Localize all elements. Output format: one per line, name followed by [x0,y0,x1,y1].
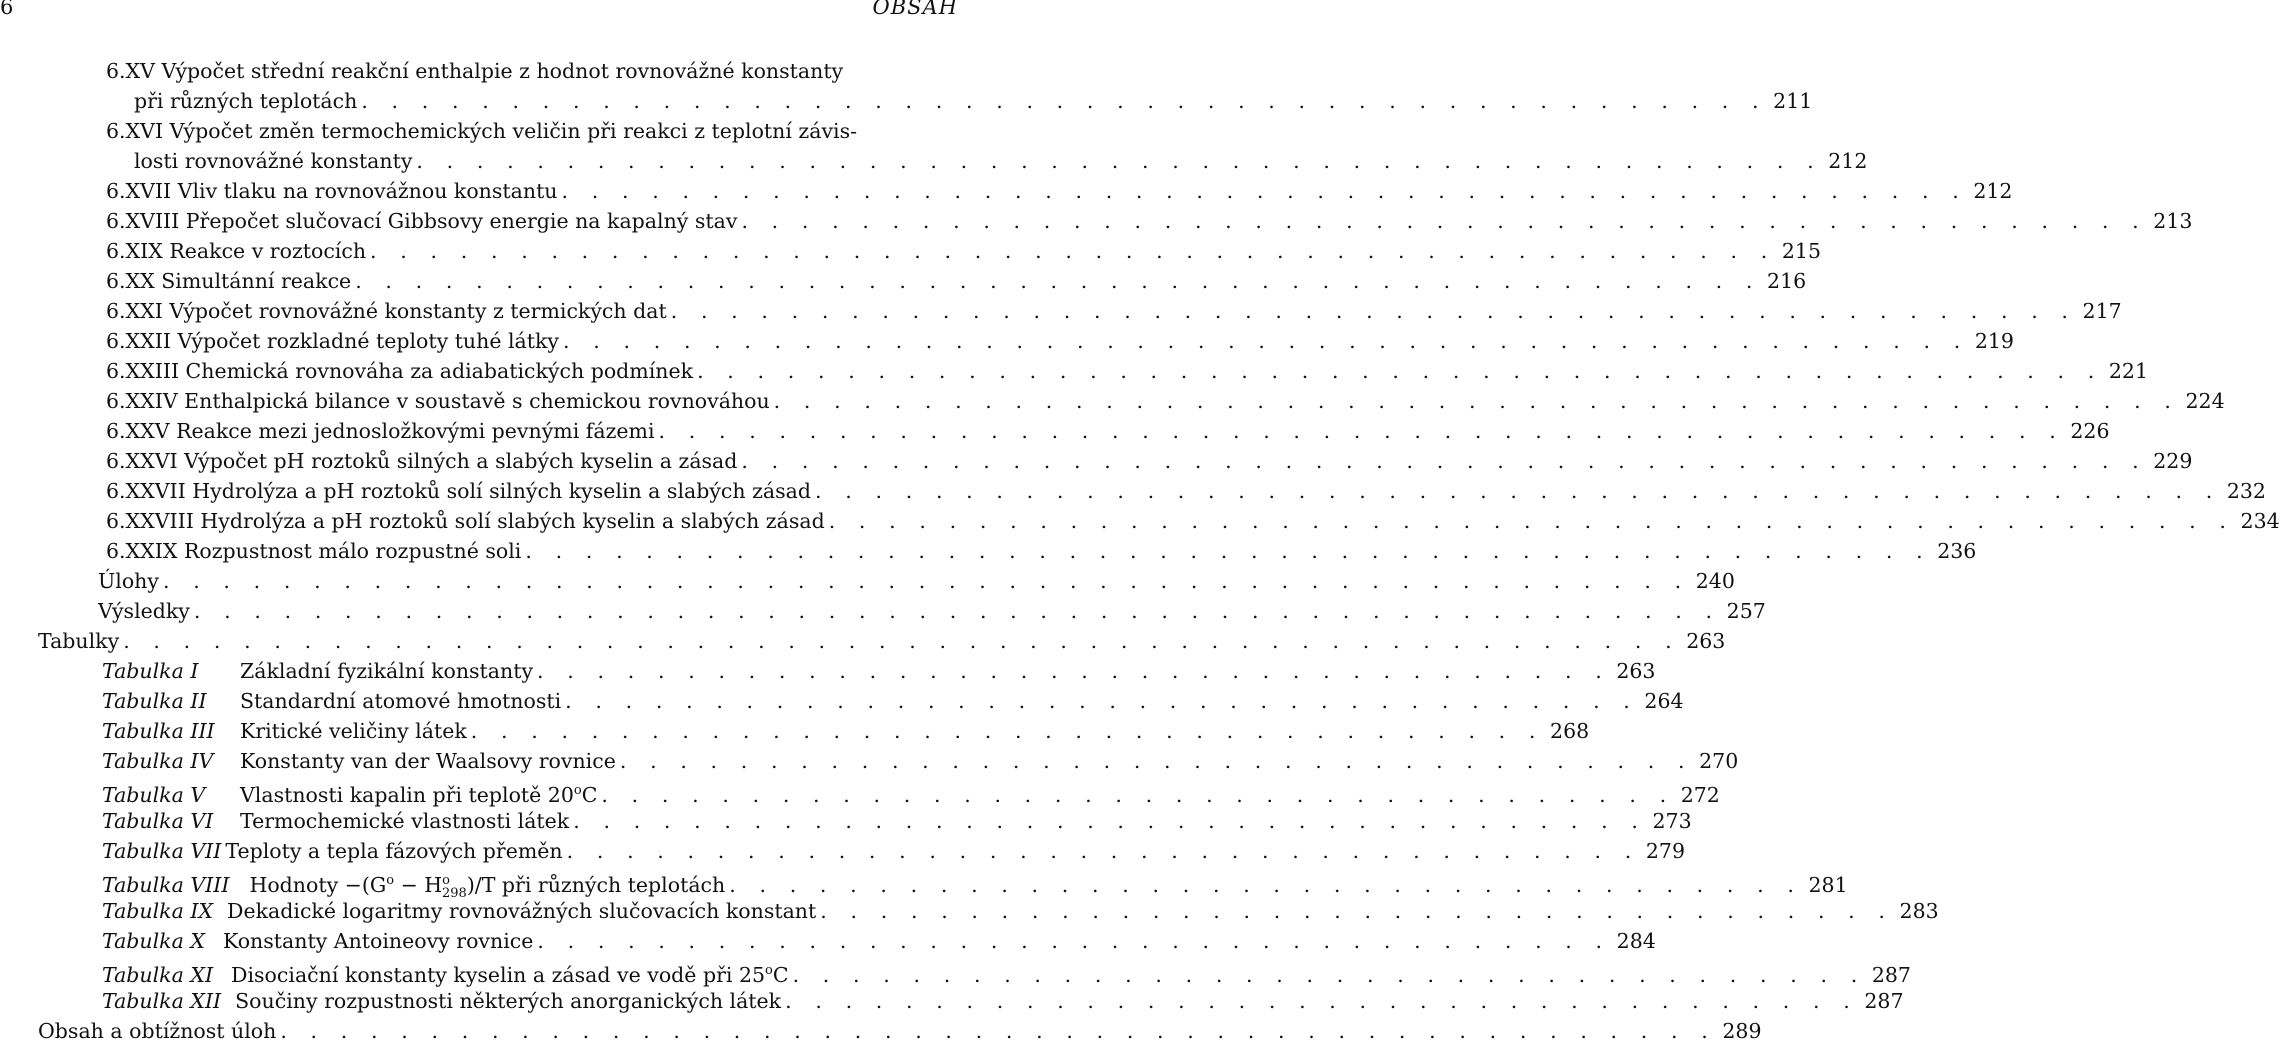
toc-entry-line[interactable]: 6.XV Výpočet střední reakční enthalpie z hodnot rovnovážné konstanty [106,59,844,83]
toc-page-number: 240 [1695,569,1735,593]
toc-page-number: 221 [2108,359,2149,383]
leader-dots: . . . . . . . . . . . . . . . . . . . . . . . . . . . . . . . . . . . . . . . . . . . . . . . [741,209,2148,233]
toc-entry-title: 6.XXIII Chemická rovnováha za adiabatických podmínek [106,359,694,383]
leader-dots: . . . . . . . . . . . . . . . . . . . . . . . . . . . . . . . . . . . . . . . . . . . . . . . [773,389,2180,413]
leader-dots: . . . . . . . . . . . . . . . . . . . . . . . . . . . . . . . . . . . . . . . . . . . . . . . . [280,1019,1717,1043]
table-title: Dekadické logaritmy rovnovážných slučovacích konstant [227,899,817,923]
toc-entry-title: 6.XXIX Rozpustnost málo rozpustné soli [106,539,522,563]
leader-dots: . . . . . . . . . . . . . . . . . . . . . . . . . . . . . . . . . . . . . . . . . . . . . . . . . . . . [123,629,1681,653]
toc-entry[interactable] [106,536,1977,566]
toc-page-number: 216 [1767,269,1807,293]
toc-page-number: 279 [1645,839,1686,863]
leader-dots: . . . . . . . . . . . . . . . . . . . . . . . . . . . . . . . . . . . . . . . . . . . . . . . [563,329,1969,353]
toc-entry[interactable] [106,296,2122,326]
table-title: Teploty a tepla fázových přeměn [225,839,563,863]
table-title: Konstanty van der Waalsovy rovnice [240,749,616,773]
toc-chapter-obsah[interactable] [38,1016,1762,1046]
toc-entry[interactable] [98,566,1735,596]
leader-dots: . . . . . . . . . . . . . . . . . . . . . . . . . . . . . . . . . . . . [537,929,1611,953]
leader-dots: . . . . . . . . . . . . . . . . . . . . . . . . . . . . . . . . . . . . . . . . . . . . . . . . . . . [162,569,1690,593]
toc-page-number: 232 [2226,479,2266,503]
table-title: Vlastnosti kapalin při teplotě 20 [240,782,574,807]
toc-page-number: 213 [2153,209,2193,233]
degree-superscript: o [573,783,582,798]
leader-dots: . . . . . . . . . . . . . . . . . . . . . . . . . . . . . . . . . . . . . . . . . . . . . . . [815,479,2221,503]
toc-table-entry[interactable] [102,956,1911,987]
toc-page-number: 211 [1773,89,1813,113]
table-title-unit: C [772,962,789,987]
toc-entry-title: při různých teplotách [134,89,358,113]
toc-entry-title: 6.XXVII Hydrolýza a pH roztoků solí silných kyselin a slabých zásad [106,479,812,503]
toc-entry[interactable] [106,416,2110,446]
leader-dots: . . . . . . . . . . . . . . . . . . . . . . . . . . . . . . . . . . . . . . . . . . . . . . . . . . . [193,599,1721,623]
toc-table-entry[interactable] [102,656,1656,686]
toc-page-number: 268 [1550,719,1590,743]
leader-dots: . . . . . . . . . . . . . . . . . . . . . . . . . . . . . . . . . . . . . . . . . . . . . . . [561,179,1968,203]
page-header [0,0,960,26]
toc-entry[interactable] [106,266,1807,296]
toc-entry[interactable] [106,446,2193,476]
toc-entry-title: 6.XXIV Enthalpická bilance v soustavě s chemickou rovnováhou [106,389,770,413]
toc-page-number: 226 [2070,419,2110,443]
toc-entry-title: 6.XIX Reakce v roztocích [106,239,367,263]
toc-entry[interactable] [106,326,2014,356]
table-name: Tabulka XII [102,989,222,1013]
leader-dots: . . . . . . . . . . . . . . . . . . . . . . . . . . . . . . . . . . . . [619,749,1694,773]
table-title: Disociační konstanty kyselin a zásad ve vodě při 25 [231,962,766,987]
toc-page-number: 289 [1722,1019,1762,1043]
toc-entry[interactable] [106,236,1822,266]
table-name: Tabulka VI [102,809,214,833]
table-name: Tabulka XI [102,962,214,987]
toc-table-entry[interactable] [102,896,1939,926]
table-name: Tabulka IV [102,749,214,773]
formula-superscript: o [442,873,450,888]
leader-dots: . . . . . . . . . . . . . . . . . . . . . . . . . . . . . . . . . . . . [729,872,1803,897]
toc-table-entry[interactable] [102,836,1686,866]
page-number: 6 [0,0,14,19]
toc-page-number: 224 [2185,389,2225,413]
toc-entry-title: 6.XXVI Výpočet pH roztoků silných a slabých kyselin a zásad [106,449,738,473]
toc-page-number: 236 [1937,539,1977,563]
table-title: Konstanty Antoineovy rovnice [222,929,534,953]
table-title: Termochemické vlastnosti látek [240,809,570,833]
toc-entry-title: 6.XX Simultánní reakce [106,269,352,293]
leader-dots: . . . . . . . . . . . . . . . . . . . . . . . . . . . . . . . . . . . . [792,962,1866,987]
toc-chapter-title: Tabulky [38,629,120,653]
toc-table-entry[interactable] [102,686,1684,716]
table-title: Základní fyzikální konstanty [240,659,534,683]
running-title: OBSAH [872,0,958,19]
formula-subscript: 298 [441,885,467,901]
table-of-contents [0,56,2280,1046]
toc-page-number: 284 [1616,929,1656,953]
leader-dots: . . . . . . . . . . . . . . . . . . . . . . . . . . . . . . . . . . . . . . . . . . . . . . . [697,359,2103,383]
leader-dots: . . . . . . . . . . . . . . . . . . . . . . . . . . . . . . . . . . . . [537,659,1611,683]
leader-dots: . . . . . . . . . . . . . . . . . . . . . . . . . . . . . . . . . . . . . . . . . . . . . . . [828,509,2235,533]
leader-dots: . . . . . . . . . . . . . . . . . . . . . . . . . . . . . . . . . . . . [470,719,1545,743]
toc-entry[interactable] [134,86,1813,116]
toc-page-number: 212 [1828,149,1868,173]
toc-table-entry[interactable] [102,806,1692,836]
leader-dots: . . . . . . . . . . . . . . . . . . . . . . . . . . . . . . . . . . . . [601,782,1675,807]
toc-page-number: 217 [2082,299,2122,323]
toc-entry-title: Výsledky [98,599,190,623]
toc-entry-title: 6.XVII Vliv tlaku na rovnovážnou konstantu [106,179,558,203]
toc-entry[interactable] [134,146,1868,176]
leader-dots: . . . . . . . . . . . . . . . . . . . . . . . . . . . . . . . . . . . . [565,689,1639,713]
leader-dots: . . . . . . . . . . . . . . . . . . . . . . . . . . . . . . . . . . . . [573,809,1647,833]
toc-entry-title: Úlohy [98,569,159,593]
leader-dots: . . . . . . . . . . . . . . . . . . . . . . . . . . . . . . . . . . . . . . . . . . . . . . . [355,269,1762,293]
toc-page-number: 281 [1808,872,1848,897]
toc-entry-line[interactable]: 6.XVI Výpočet změn termochemických veličin při reakci z teplotní závis- [106,119,858,143]
table-name: Tabulka X [102,929,205,953]
toc-table-entry[interactable] [102,926,1656,956]
leader-dots: . . . . . . . . . . . . . . . . . . . . . . . . . . . . . . . . . . . . [820,899,1894,923]
formula-suffix: )/T při různých teplotách [466,872,726,897]
toc-entry[interactable] [106,506,2280,536]
toc-entry-title: 6.XXI Výpočet rovnovážné konstanty z termických dat [106,299,667,323]
table-name: Tabulka III [102,719,215,743]
table-name: Tabulka VII [102,839,222,863]
toc-page-number: 263 [1616,659,1656,683]
table-title: Kritické veličiny látek [240,719,467,743]
leader-dots: . . . . . . . . . . . . . . . . . . . . . . . . . . . . . . . . . . . . . . . . . . . . . . . [658,419,2065,443]
toc-entry[interactable] [106,386,2225,416]
toc-table-entry[interactable] [102,776,1720,807]
toc-page-number: 270 [1699,749,1739,773]
toc-page-number: 215 [1781,239,1822,263]
formula-superscript: o [386,873,395,888]
table-name: Tabulka IX [102,899,214,923]
toc-entry[interactable] [106,206,2193,236]
leader-dots: . . . . . . . . . . . . . . . . . . . . . . . . . . . . . . . . . . . . . . . . . . . . . . . [670,299,2077,323]
leader-dots: . . . . . . . . . . . . . . . . . . . . . . . . . . . . . . . . . . . . . . . . . . . . . . . [741,449,2148,473]
leader-dots: . . . . . . . . . . . . . . . . . . . . . . . . . . . . . . . . . . . . [785,989,1859,1013]
toc-page-number: 264 [1644,689,1684,713]
toc-page-number: 229 [2153,449,2193,473]
toc-page-number: 263 [1686,629,1726,653]
toc-page-number: 273 [1652,809,1692,833]
formula-mid: − H [394,872,443,897]
table-name: Tabulka I [102,659,199,683]
table-name: Tabulka V [102,782,206,807]
toc-entry-title: 6.XXV Reakce mezi jednosložkovými pevnými fázemi [106,419,655,443]
toc-page-number: 234 [2240,509,2280,533]
table-title-unit: C [581,782,598,807]
toc-entry-title: 6.XXII Výpočet rozkladné teploty tuhé látky [106,329,560,353]
toc-entry[interactable] [106,356,2149,386]
leader-dots: . . . . . . . . . . . . . . . . . . . . . . . . . . . . . . . . . . . . . . . . . . . . . . . [361,89,1768,113]
table-name: Tabulka VIII [102,872,230,897]
toc-entry-title: losti rovnovážné konstanty [134,149,413,173]
toc-entry-title: 6.XXVIII Hydrolýza a pH roztoků solí slabých kyselin a slabých zásad [106,509,825,533]
toc-page-number: 287 [1864,989,1904,1013]
degree-superscript: o [765,963,773,978]
toc-table-entry[interactable] [102,746,1739,776]
toc-chapter-title: Obsah a obtížnost úloh [38,1019,277,1043]
toc-table-entry[interactable] [102,716,1590,746]
toc-page-number: 283 [1899,899,1939,923]
toc-table-entry[interactable] [102,866,1848,901]
table-title: Standardní atomové hmotnosti [240,689,562,713]
table-name: Tabulka II [102,689,207,713]
toc-page-number: 219 [1974,329,2014,353]
toc-entry[interactable] [98,596,1766,626]
toc-entry[interactable] [106,476,2266,506]
formula-prefix: Hodnoty −(G [249,872,387,897]
toc-chapter-tabulky[interactable] [38,626,1726,656]
table-title: Součiny rozpustnosti některých anorganických látek [235,989,782,1013]
toc-entry[interactable] [106,176,2013,206]
toc-page-number: 257 [1726,599,1766,623]
leader-dots: . . . . . . . . . . . . . . . . . . . . . . . . . . . . . . . . . . . . [566,839,1640,863]
toc-page-number: 272 [1680,782,1720,807]
leader-dots: . . . . . . . . . . . . . . . . . . . . . . . . . . . . . . . . . . . . . . . . . . . . . . . [525,539,1932,563]
leader-dots: . . . . . . . . . . . . . . . . . . . . . . . . . . . . . . . . . . . . . . . . . . . . . . . [370,239,1776,263]
leader-dots: . . . . . . . . . . . . . . . . . . . . . . . . . . . . . . . . . . . . . . . . . . . . . . . [416,149,1823,173]
toc-table-entry[interactable] [102,986,1904,1016]
toc-page-number: 212 [1973,179,2013,203]
toc-page-number: 287 [1871,962,1911,987]
toc-entry-title: 6.XVIII Přepočet slučovací Gibbsovy energie na kapalný stav [106,209,738,233]
